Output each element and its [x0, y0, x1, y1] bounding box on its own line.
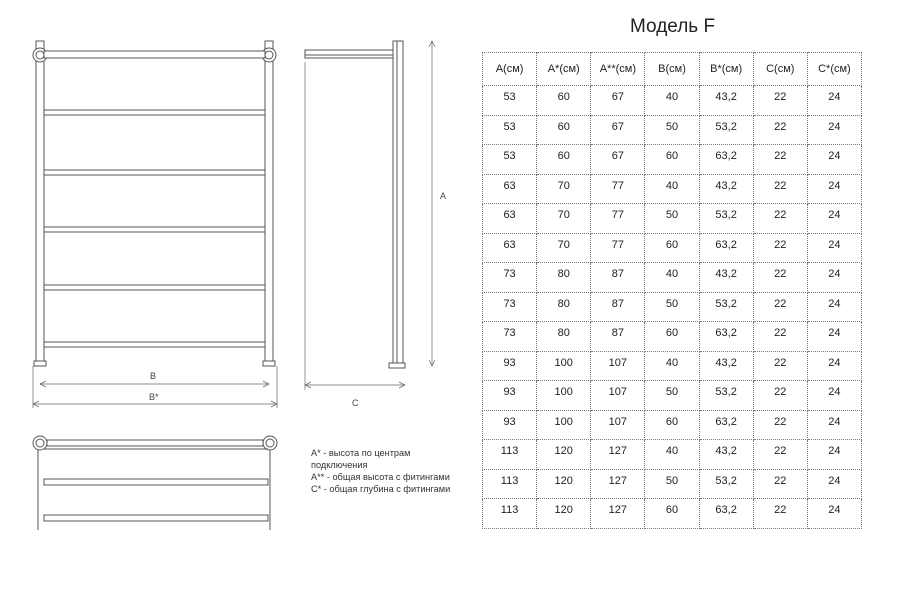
table-cell: 60 — [645, 145, 699, 175]
table-cell: 22 — [753, 440, 807, 470]
table-cell: 50 — [645, 115, 699, 145]
top-view-top-bar — [47, 440, 263, 446]
front-left-pillar — [36, 41, 44, 361]
table-cell: 113 — [483, 440, 537, 470]
table-cell: 53,2 — [699, 381, 753, 411]
table-cell: 53,2 — [699, 292, 753, 322]
table-cell: 63,2 — [699, 233, 753, 263]
header-a-star: A*(см) — [537, 53, 591, 86]
front-bottom-right-fitting — [263, 361, 275, 366]
table-cell: 43,2 — [699, 174, 753, 204]
top-view-left-fitting — [33, 436, 47, 450]
header-a-double-star: A**(см) — [591, 53, 645, 86]
table-cell: 87 — [591, 263, 645, 293]
dimension-label-a: A — [440, 191, 447, 201]
table-cell: 80 — [537, 263, 591, 293]
table-cell: 93 — [483, 351, 537, 381]
front-crossbar — [44, 110, 265, 115]
table-row — [483, 499, 862, 529]
table-cell: 73 — [483, 292, 537, 322]
table-cell: 93 — [483, 410, 537, 440]
table-cell: 60 — [537, 115, 591, 145]
table-cell: 100 — [537, 351, 591, 381]
table-cell: 53,2 — [699, 115, 753, 145]
table-row — [483, 292, 862, 322]
dimension-label-b: B — [150, 371, 157, 381]
table-cell: 127 — [591, 499, 645, 529]
side-view — [305, 41, 405, 368]
table-cell: 22 — [753, 204, 807, 234]
side-top-bar — [305, 50, 393, 58]
front-right-pillar — [265, 41, 273, 361]
table-cell: 22 — [753, 233, 807, 263]
front-view — [33, 41, 276, 366]
table-cell: 127 — [591, 469, 645, 499]
table-cell: 24 — [807, 469, 861, 499]
table-cell: 60 — [537, 86, 591, 116]
table-row — [483, 469, 862, 499]
table-cell: 120 — [537, 440, 591, 470]
top-view-bar — [44, 479, 268, 485]
dimensions-table — [482, 52, 862, 529]
table-cell: 50 — [645, 469, 699, 499]
table-cell: 77 — [591, 233, 645, 263]
table-cell: 24 — [807, 204, 861, 234]
side-pillar — [393, 41, 403, 363]
table-cell: 113 — [483, 469, 537, 499]
table-cell: 50 — [645, 292, 699, 322]
table-cell: 73 — [483, 263, 537, 293]
table-cell: 24 — [807, 86, 861, 116]
table-row — [483, 86, 862, 116]
table-cell: 87 — [591, 292, 645, 322]
table-cell: 60 — [645, 322, 699, 352]
table-cell: 43,2 — [699, 440, 753, 470]
table-cell: 113 — [483, 499, 537, 529]
table-cell: 22 — [753, 263, 807, 293]
table-cell: 24 — [807, 233, 861, 263]
table-body — [483, 86, 862, 529]
table-cell: 50 — [645, 204, 699, 234]
table-cell: 22 — [753, 86, 807, 116]
table-cell: 53 — [483, 86, 537, 116]
table-cell: 22 — [753, 292, 807, 322]
table-cell: 22 — [753, 174, 807, 204]
note-c-star: C* - общая глубина с фитингами — [311, 484, 451, 494]
note-a-double-star: A** - общая высота с фитингами — [311, 472, 450, 482]
table-cell: 63 — [483, 204, 537, 234]
table-row — [483, 351, 862, 381]
table-cell: 24 — [807, 174, 861, 204]
table-cell: 67 — [591, 86, 645, 116]
table-cell: 80 — [537, 292, 591, 322]
table-cell: 40 — [645, 174, 699, 204]
table-cell: 60 — [645, 499, 699, 529]
top-view — [33, 436, 277, 530]
table-cell: 70 — [537, 204, 591, 234]
table-row — [483, 145, 862, 175]
table-cell: 50 — [645, 381, 699, 411]
front-crossbar — [44, 342, 265, 347]
table-row — [483, 440, 862, 470]
model-title: Модель F — [630, 16, 716, 37]
front-bottom-left-fitting — [34, 361, 46, 366]
table-cell: 22 — [753, 469, 807, 499]
table-cell: 77 — [591, 174, 645, 204]
header-b-star: B*(см) — [699, 53, 753, 86]
table-row — [483, 174, 862, 204]
front-top-bar — [44, 51, 265, 58]
table-cell: 24 — [807, 351, 861, 381]
table-row — [483, 233, 862, 263]
table-row — [483, 263, 862, 293]
table-cell: 93 — [483, 381, 537, 411]
table-cell: 107 — [591, 410, 645, 440]
side-bottom-fitting — [389, 363, 405, 368]
note-a-star: A* - высота по центрам подключения — [311, 448, 411, 470]
legend-notes — [311, 447, 461, 495]
table-cell: 24 — [807, 292, 861, 322]
table-header-row — [483, 53, 862, 86]
table-cell: 100 — [537, 410, 591, 440]
top-view-bar — [44, 515, 268, 521]
table-cell: 24 — [807, 440, 861, 470]
top-view-right-fitting — [263, 436, 277, 450]
table-cell: 53 — [483, 115, 537, 145]
table-cell: 127 — [591, 440, 645, 470]
table-cell: 60 — [537, 145, 591, 175]
table-cell: 67 — [591, 115, 645, 145]
table-cell: 73 — [483, 322, 537, 352]
front-crossbar — [44, 285, 265, 290]
table-cell: 53 — [483, 145, 537, 175]
table-cell: 22 — [753, 410, 807, 440]
front-crossbar — [44, 227, 265, 232]
table-cell: 24 — [807, 410, 861, 440]
table-cell: 60 — [645, 410, 699, 440]
dimension-label-b-star: B* — [149, 392, 159, 402]
dimension-label-c: C — [352, 398, 359, 408]
table-row — [483, 322, 862, 352]
table-cell: 24 — [807, 499, 861, 529]
table-cell: 70 — [537, 233, 591, 263]
header-b: B(см) — [645, 53, 699, 86]
table-cell: 24 — [807, 381, 861, 411]
table-cell: 24 — [807, 263, 861, 293]
table-cell: 107 — [591, 381, 645, 411]
table-cell: 22 — [753, 351, 807, 381]
header-c-star: C*(см) — [807, 53, 861, 86]
table-cell: 120 — [537, 499, 591, 529]
table-cell: 22 — [753, 322, 807, 352]
table-cell: 43,2 — [699, 351, 753, 381]
table-cell: 107 — [591, 351, 645, 381]
table-cell: 87 — [591, 322, 645, 352]
table-row — [483, 115, 862, 145]
table-cell: 53,2 — [699, 469, 753, 499]
table-cell: 63,2 — [699, 410, 753, 440]
table-cell: 63 — [483, 233, 537, 263]
table-cell: 40 — [645, 263, 699, 293]
table-cell: 24 — [807, 115, 861, 145]
table-cell: 63 — [483, 174, 537, 204]
table-cell: 77 — [591, 204, 645, 234]
table-cell: 43,2 — [699, 263, 753, 293]
table-cell: 24 — [807, 145, 861, 175]
header-a: A(см) — [483, 53, 537, 86]
table-cell: 80 — [537, 322, 591, 352]
table-cell: 63,2 — [699, 145, 753, 175]
table-cell: 22 — [753, 145, 807, 175]
table-cell: 100 — [537, 381, 591, 411]
table-cell: 43,2 — [699, 86, 753, 116]
side-dimensions — [305, 41, 435, 390]
table-cell: 70 — [537, 174, 591, 204]
table-cell: 40 — [645, 351, 699, 381]
table-cell: 53,2 — [699, 204, 753, 234]
table-cell: 22 — [753, 381, 807, 411]
table-cell: 22 — [753, 499, 807, 529]
table-cell: 67 — [591, 145, 645, 175]
table-cell: 22 — [753, 115, 807, 145]
table-row — [483, 381, 862, 411]
table-cell: 24 — [807, 322, 861, 352]
table-cell: 63,2 — [699, 322, 753, 352]
front-crossbar — [44, 170, 265, 175]
table-cell: 40 — [645, 440, 699, 470]
table-cell: 40 — [645, 86, 699, 116]
table-row — [483, 410, 862, 440]
table-row — [483, 204, 862, 234]
table-cell: 60 — [645, 233, 699, 263]
header-c: C(см) — [753, 53, 807, 86]
table-cell: 120 — [537, 469, 591, 499]
table-cell: 63,2 — [699, 499, 753, 529]
